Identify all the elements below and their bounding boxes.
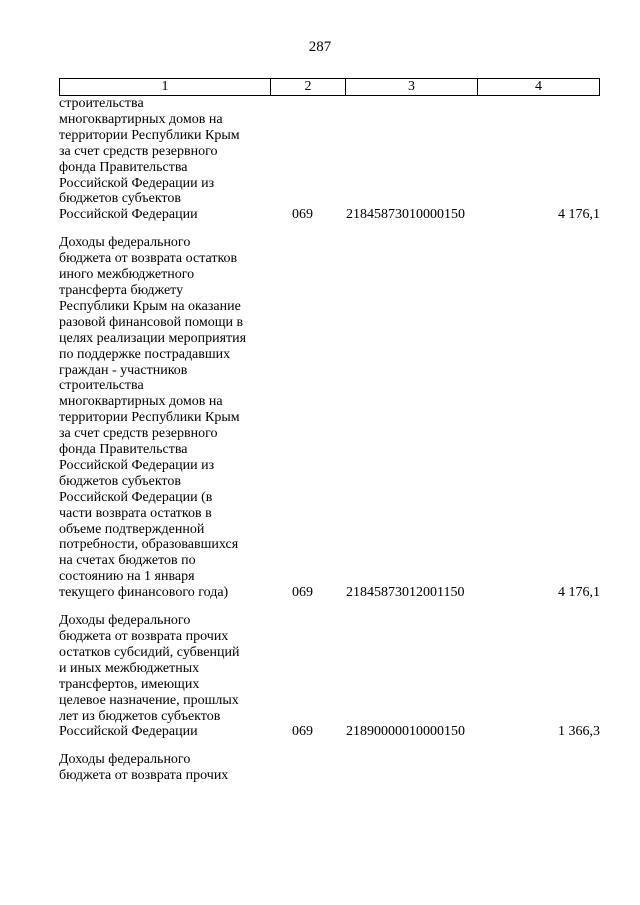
- description-line: на счетах бюджетов по: [59, 553, 196, 569]
- description-line: бюджета от возврата прочих: [59, 768, 229, 784]
- description-line: трансферта бюджету: [59, 282, 184, 298]
- description-line: Российской Федерации: [59, 207, 198, 223]
- description-line: лет из бюджетов субъектов: [59, 708, 221, 724]
- column-header-4: 4: [535, 79, 542, 94]
- description-line: Российской Федерации: [59, 724, 198, 740]
- amount-cell: 4 176,1: [558, 585, 600, 601]
- description-line: территории Республики Крым: [59, 410, 240, 426]
- description-line: бюджетов субъектов: [59, 191, 181, 207]
- row-description: [59, 752, 266, 784]
- description-line: целевое назначение, прошлых: [59, 692, 239, 708]
- description-line: бюджетов субъектов: [59, 473, 181, 489]
- description-line: состоянию на 1 января: [59, 569, 195, 585]
- admin-code-cell: 069: [292, 207, 313, 223]
- description-line: трансфертов, имеющих: [59, 676, 200, 692]
- description-line: территории Республики Крым: [59, 127, 240, 143]
- table-row: [59, 235, 600, 601]
- kbk-code-cell: 21845873012001150: [346, 585, 465, 601]
- description-line: части возврата остатков в: [59, 505, 212, 521]
- description-line: за счет средств резервного: [59, 426, 218, 442]
- description-line: Доходы федерального: [59, 613, 191, 629]
- description-line: за счет средств резервного: [59, 143, 218, 159]
- description-line: объеме подтвержденной: [59, 521, 205, 537]
- kbk-code-cell: 21890000010000150: [346, 724, 465, 740]
- description-line: иного межбюджетного: [59, 267, 195, 283]
- description-line: бюджета от возврата остатков: [59, 251, 238, 267]
- description-line: многоквартирных домов на: [59, 394, 223, 410]
- description-line: разовой финансовой помощи в: [59, 314, 244, 330]
- description-line: Доходы федерального: [59, 235, 191, 251]
- column-header-2: 2: [271, 79, 346, 95]
- row-description: [59, 96, 266, 223]
- description-line: текущего финансового года): [59, 585, 229, 601]
- table-row: [59, 752, 600, 784]
- table-row: [59, 96, 600, 223]
- description-line: граждан - участников: [59, 362, 188, 378]
- page-number: 287: [308, 39, 332, 55]
- description-line: Российской Федерации (в: [59, 489, 213, 505]
- description-line: остатков субсидий, субвенций: [59, 644, 240, 660]
- description-line: строительства: [59, 378, 144, 394]
- description-line: целях реализации мероприятия: [59, 330, 247, 346]
- description-line: многоквартирных домов на: [59, 111, 223, 127]
- description-line: Доходы федерального: [59, 752, 191, 768]
- description-line: Российской Федерации из: [59, 175, 215, 191]
- row-description: [59, 613, 266, 740]
- table-row: [59, 613, 600, 740]
- kbk-code-cell: 21845873010000150: [346, 207, 465, 223]
- admin-code-cell: 069: [292, 585, 313, 601]
- description-line: и иных межбюджетных: [59, 660, 200, 676]
- admin-code-cell: 069: [292, 724, 313, 740]
- description-line: по поддержке пострадавших: [59, 346, 231, 362]
- description-line: строительства: [59, 96, 144, 111]
- amount-cell: 1 366,3: [558, 724, 600, 740]
- description-line: фонда Правительства: [59, 159, 188, 175]
- description-line: бюджета от возврата прочих: [59, 629, 229, 644]
- table-column-header: [59, 78, 600, 96]
- amount-cell: 4 176,1: [558, 207, 600, 223]
- column-header-1: 1: [60, 79, 271, 95]
- description-line: потребности, образовавшихся: [59, 537, 239, 553]
- column-header-3: 3: [346, 79, 478, 95]
- description-line: фонда Правительства: [59, 442, 188, 458]
- description-line: Республики Крым на оказание: [59, 298, 241, 314]
- row-description: [59, 235, 266, 601]
- description-line: Российской Федерации из: [59, 457, 215, 473]
- table-body: [59, 96, 600, 796]
